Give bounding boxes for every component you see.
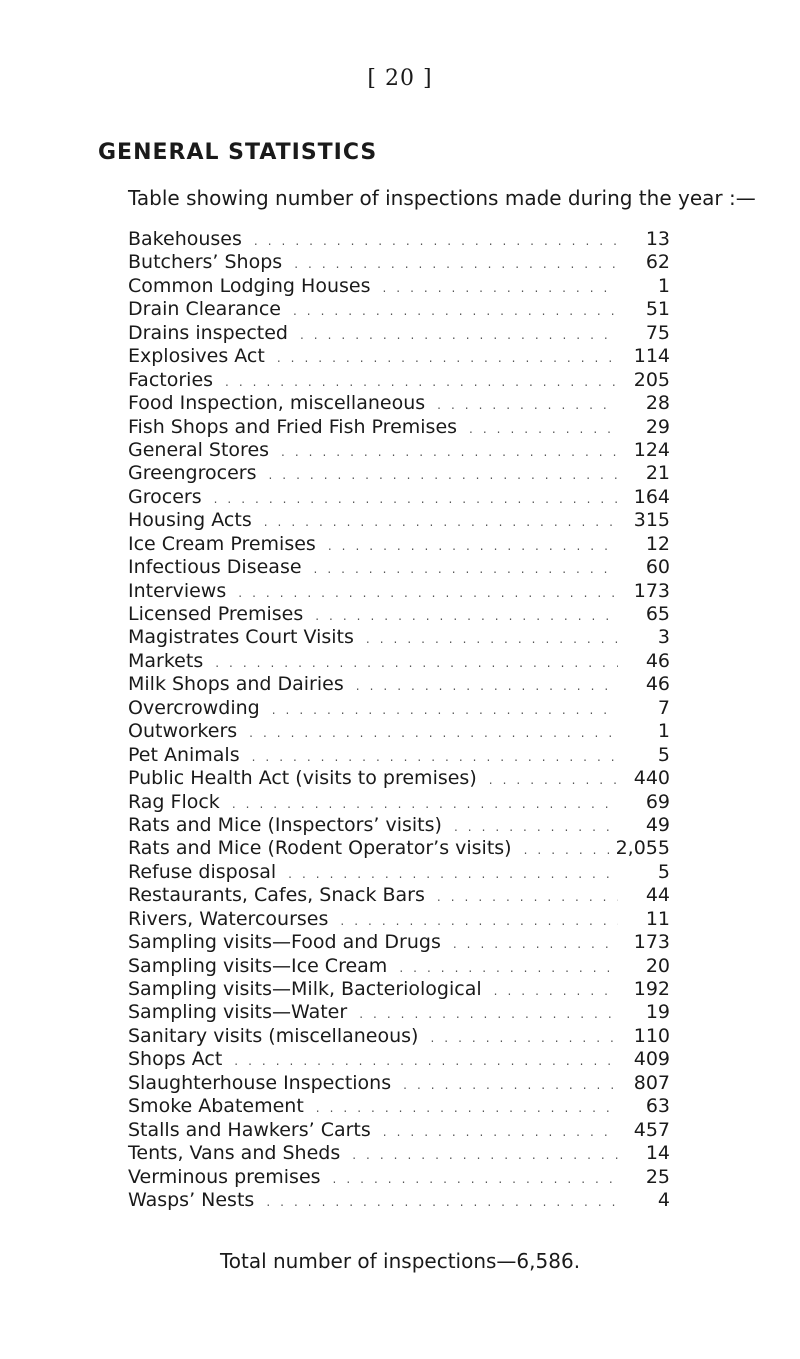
row-value: 5 — [657, 743, 670, 766]
row-value: 29 — [645, 415, 670, 438]
row-value: 51 — [645, 298, 670, 321]
row-value: 1 — [657, 274, 670, 297]
row-label: Stalls and Hawkers’ Carts — [128, 1118, 371, 1141]
row-label: Common Lodging Houses — [128, 274, 371, 297]
table-row — [128, 392, 670, 415]
row-value: 20 — [645, 954, 670, 977]
row-value: 49 — [645, 813, 670, 836]
leader-dots — [222, 1054, 618, 1068]
table-row — [128, 908, 670, 931]
row-value: 21 — [645, 462, 670, 485]
inspections-table — [128, 228, 670, 1212]
leader-dots — [370, 281, 618, 295]
table-row — [128, 697, 670, 720]
table-row — [128, 1142, 670, 1165]
table-row — [128, 1025, 670, 1048]
row-label: Greengrocers — [128, 462, 257, 485]
row-label: General Stores — [128, 438, 270, 461]
row-label: Grocers — [128, 485, 202, 508]
row-value: 124 — [633, 438, 670, 461]
leader-dots — [303, 609, 618, 623]
row-label: Slaughterhouse Inspections — [128, 1071, 392, 1094]
row-value: 205 — [633, 368, 670, 391]
table-row — [128, 486, 670, 509]
table-row — [128, 603, 670, 626]
leader-dots — [418, 1031, 618, 1045]
table-row — [128, 345, 670, 368]
row-value: 46 — [645, 673, 670, 696]
table-row — [128, 369, 670, 392]
leader-dots — [265, 351, 618, 365]
row-value: 69 — [645, 790, 670, 813]
table-row — [128, 1048, 670, 1071]
row-value: 440 — [633, 767, 670, 790]
row-value: 164 — [633, 485, 670, 508]
row-value: 192 — [633, 978, 670, 1000]
leader-dots — [482, 984, 618, 998]
row-label: Ice Cream Premises — [128, 532, 316, 555]
row-value: 28 — [645, 392, 670, 415]
leader-dots — [260, 703, 618, 717]
row-value: 4 — [657, 1188, 670, 1211]
table-row — [128, 1166, 670, 1189]
row-label: Milk Shops and Dairies — [128, 673, 344, 696]
row-label: Drains inspected — [128, 321, 288, 344]
row-value: 2,055 — [615, 837, 670, 860]
leader-dots — [252, 515, 618, 529]
leader-dots — [281, 304, 618, 318]
leader-dots — [387, 961, 618, 975]
row-value: 5 — [657, 860, 670, 883]
table-row — [128, 251, 670, 274]
row-label: Interviews — [128, 579, 227, 602]
leader-dots — [477, 773, 618, 787]
table-row — [128, 744, 670, 767]
table-row — [128, 884, 670, 907]
table-row — [128, 1001, 670, 1024]
table-row — [128, 955, 670, 978]
table-row — [128, 931, 670, 954]
row-label: Rats and Mice (Inspectors’ visits) — [128, 813, 442, 836]
table-row — [128, 650, 670, 673]
table-row — [128, 556, 670, 579]
row-value: 110 — [633, 1024, 670, 1047]
row-label: Rag Flock — [128, 790, 220, 813]
leader-dots — [256, 468, 618, 482]
row-value: 807 — [633, 1071, 670, 1094]
table-row — [128, 814, 670, 837]
row-value: 114 — [633, 345, 670, 368]
total-inspections: Total number of inspections—6,586. — [219, 1249, 581, 1273]
row-label: Rats and Mice (Rodent Operator’s visits) — [128, 837, 512, 860]
row-label: Drain Clearance — [128, 298, 281, 321]
leader-dots — [316, 539, 618, 553]
table-row — [128, 580, 670, 603]
leader-dots — [242, 234, 618, 248]
table-row — [128, 1095, 670, 1118]
row-label: Licensed Premises — [128, 603, 304, 625]
row-label: Sampling visits—Milk, Bacteriological — [128, 978, 482, 1000]
leader-dots — [340, 1148, 618, 1162]
row-value: 46 — [645, 649, 670, 672]
row-value: 65 — [645, 603, 670, 625]
row-label: Outworkers — [128, 720, 238, 743]
leader-dots — [240, 750, 618, 764]
row-label: Rivers, Watercourses — [128, 907, 329, 930]
row-value: 315 — [633, 509, 670, 532]
row-value: 409 — [633, 1048, 670, 1071]
table-caption: Table showing number of inspections made during the year :— — [128, 186, 756, 210]
leader-dots — [321, 1172, 618, 1186]
row-value: 13 — [645, 228, 670, 250]
row-value: 1 — [657, 720, 670, 743]
leader-dots — [441, 937, 618, 951]
row-label: Overcrowding — [128, 696, 260, 719]
row-value: 60 — [645, 556, 670, 579]
row-value: 14 — [645, 1142, 670, 1165]
row-value: 457 — [633, 1118, 670, 1141]
row-label: Magistrates Court Visits — [128, 626, 354, 649]
page-number: [ 20 ] — [367, 66, 433, 91]
leader-dots — [302, 562, 618, 576]
table-row — [128, 837, 670, 860]
leader-dots — [203, 656, 618, 670]
table-row — [128, 626, 670, 649]
leader-dots — [354, 632, 618, 646]
row-label: Fish Shops and Fried Fish Premises — [128, 415, 458, 438]
row-label: Sampling visits—Water — [128, 1001, 348, 1024]
row-label: Bakehouses — [128, 228, 242, 250]
row-value: 7 — [657, 696, 670, 719]
table-row — [128, 1119, 670, 1142]
table-row — [128, 673, 670, 696]
row-label: Sampling visits—Ice Cream — [128, 954, 388, 977]
row-label: Sanitary visits (miscellaneous) — [128, 1024, 419, 1047]
row-label: Butchers’ Shops — [128, 251, 283, 274]
table-row — [128, 1072, 670, 1095]
row-label: Pet Animals — [128, 743, 240, 766]
leader-dots — [304, 1101, 618, 1115]
row-value: 173 — [633, 579, 670, 602]
leader-dots — [371, 1125, 618, 1139]
row-label: Smoke Abatement — [128, 1095, 304, 1118]
table-row — [128, 298, 670, 321]
row-value: 25 — [645, 1165, 670, 1188]
table-row — [128, 720, 670, 743]
leader-dots — [220, 797, 618, 811]
table-row — [128, 978, 670, 1001]
row-value: 44 — [645, 884, 670, 907]
leader-dots — [202, 492, 618, 506]
row-label: Markets — [128, 649, 204, 672]
leader-dots — [328, 914, 618, 928]
table-row — [128, 439, 670, 462]
leader-dots — [269, 445, 618, 459]
row-label: Shops Act — [128, 1048, 223, 1071]
leader-dots — [344, 679, 618, 693]
table-row — [128, 228, 670, 251]
table-row — [128, 1189, 670, 1212]
leader-dots — [425, 398, 618, 412]
table-row — [128, 533, 670, 556]
row-value: 19 — [645, 1001, 670, 1024]
table-row — [128, 791, 670, 814]
leader-dots — [213, 375, 618, 389]
table-row — [128, 861, 670, 884]
row-value: 3 — [657, 626, 670, 649]
row-label: Public Health Act (visits to premises) — [128, 767, 477, 790]
row-value: 11 — [645, 907, 670, 930]
table-row — [128, 416, 670, 439]
leader-dots — [512, 843, 612, 857]
row-label: Infectious Disease — [128, 556, 302, 579]
row-label: Verminous premises — [128, 1165, 321, 1188]
row-label: Refuse disposal — [128, 860, 277, 883]
leader-dots — [347, 1007, 618, 1021]
table-row — [128, 509, 670, 532]
leader-dots — [457, 422, 618, 436]
row-value: 63 — [645, 1095, 670, 1118]
leader-dots — [282, 257, 618, 271]
row-label: Food Inspection, miscellaneous — [128, 392, 426, 415]
row-value: 173 — [633, 931, 670, 954]
leader-dots — [237, 726, 618, 740]
table-row — [128, 462, 670, 485]
row-label: Explosives Act — [128, 345, 265, 368]
row-value: 75 — [645, 321, 670, 344]
leader-dots — [226, 586, 618, 600]
row-label: Housing Acts — [128, 509, 252, 532]
leader-dots — [442, 820, 618, 834]
row-label: Tents, Vans and Sheds — [128, 1142, 341, 1165]
leader-dots — [276, 867, 618, 881]
leader-dots — [425, 890, 618, 904]
row-label: Wasps’ Nests — [128, 1188, 255, 1211]
table-row — [128, 275, 670, 298]
row-value: 12 — [645, 532, 670, 555]
page-title: GENERAL STATISTICS — [98, 140, 378, 165]
row-value: 62 — [645, 251, 670, 274]
leader-dots — [288, 328, 618, 342]
leader-dots — [391, 1078, 618, 1092]
row-label: Sampling visits—Food and Drugs — [128, 931, 441, 954]
leader-dots — [254, 1195, 618, 1209]
table-row — [128, 322, 670, 345]
row-label: Restaurants, Cafes, Snack Bars — [128, 884, 425, 907]
row-label: Factories — [128, 368, 214, 391]
table-row — [128, 767, 670, 790]
